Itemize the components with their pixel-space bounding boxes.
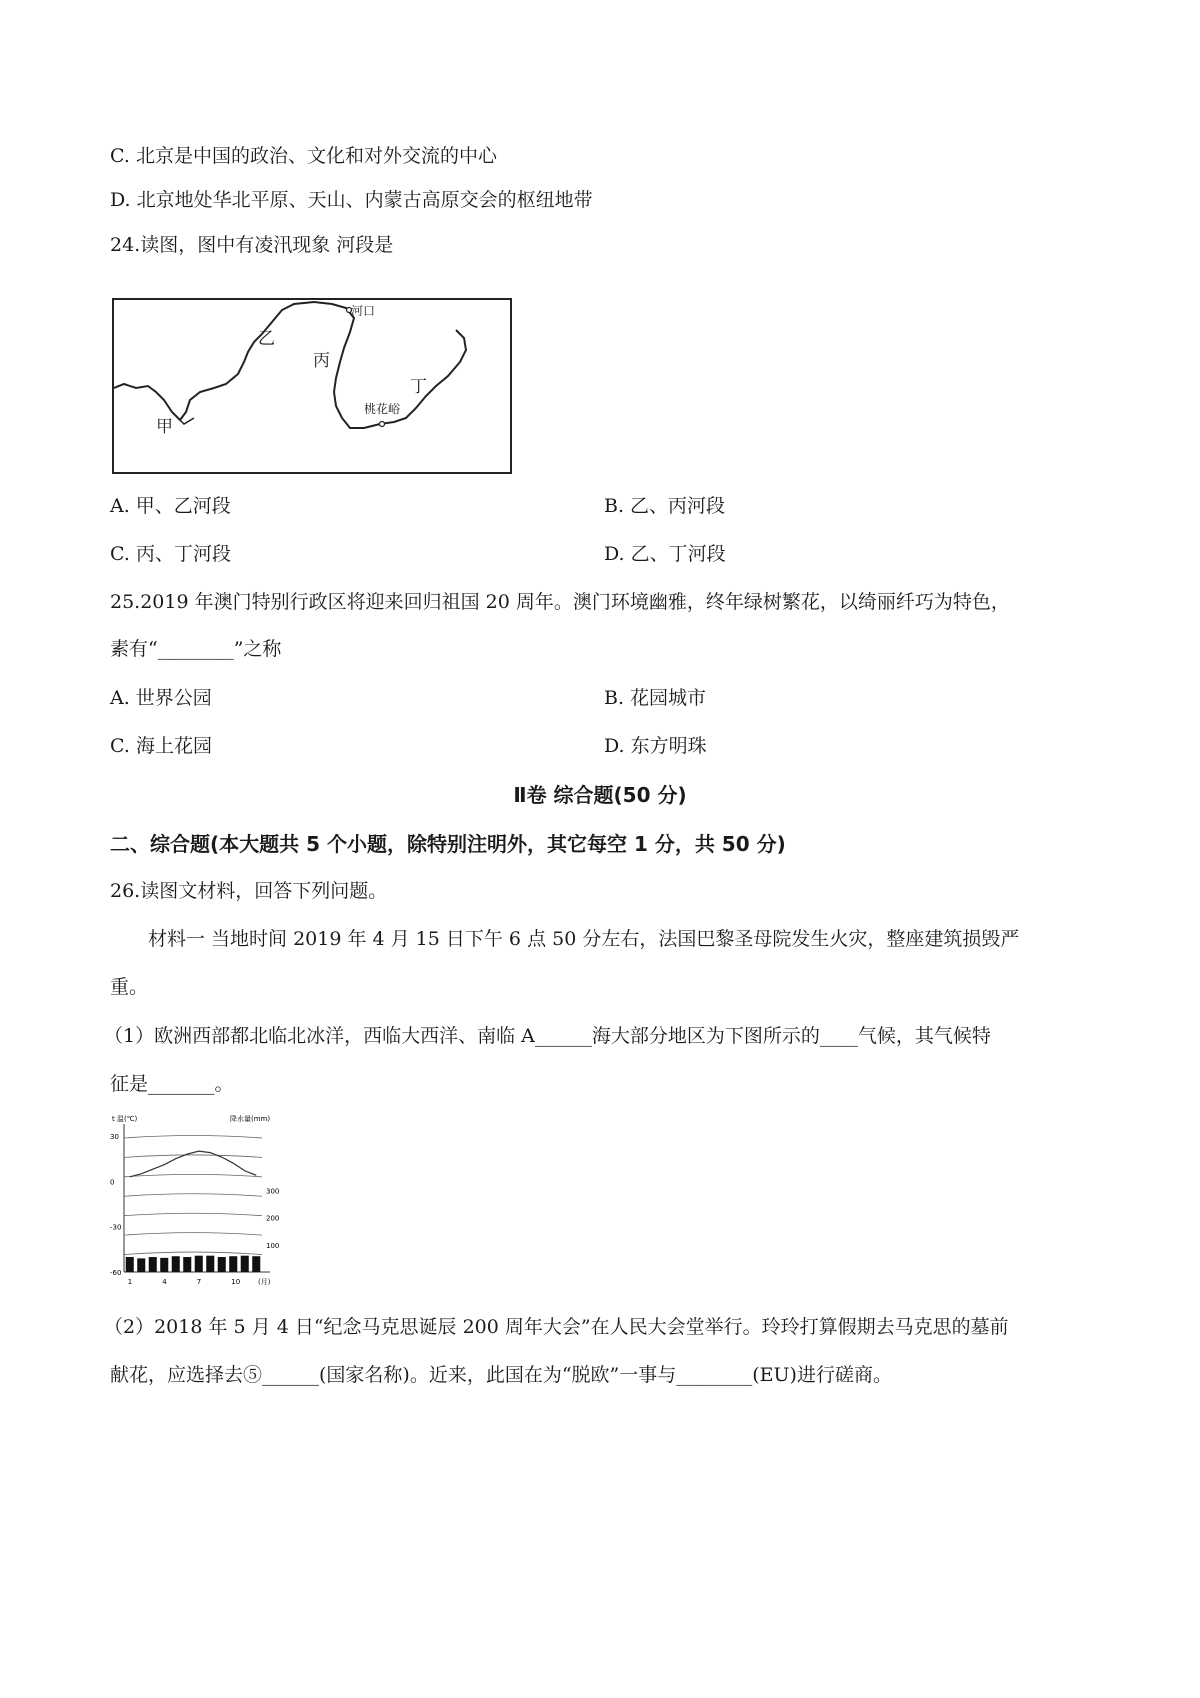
q24-stem: 24.读图，图中有凌汛现象 河段是 [110,234,394,256]
q26-sub1-line2: 征是_______。 [110,1073,234,1095]
chart-ylabel-right: 降水量(mm) [230,1115,271,1123]
chart-ytick-right: 200 [266,1214,280,1223]
q26-material1-line2: 重。 [110,976,149,998]
chart-gridline [124,1233,262,1236]
q24-option-a: A. 甲、乙河段 [110,495,231,517]
yellow-river-map [112,298,512,474]
chart-gridline [124,1252,262,1255]
chart-xtick: 1 [127,1278,133,1286]
precipitation-bar [149,1257,157,1272]
section-heading: 二、综合题(本大题共 5 个小题，除特别注明外，其它每空 1 分，共 50 分) [110,832,786,856]
q25-stem-line1: 25.2019 年澳门特别行政区将迎来回归祖国 20 周年。澳门环境幽雅，终年绿树繁花，以绮丽纤巧为特色， [110,591,1010,613]
q23-option-c: C. 北京是中国的政治、文化和对外交流的中心 [110,145,497,167]
chart-xtick: 10 [231,1278,241,1286]
chart-ytick-left: -30 [110,1223,122,1232]
map-label-bing: 丙 [313,351,330,371]
river-map-drawing [114,300,510,472]
chart-xlabel: (月) [258,1278,271,1286]
q26-material1-line1: 材料一 当地时间 2019 年 4 月 15 日下午 6 点 50 分左右，法国巴黎圣母院发生火灾，整座建筑损毁严 [148,928,1020,950]
chart-ytick-right: 300 [266,1187,280,1196]
q24-option-c: C. 丙、丁河段 [110,543,231,565]
chart-ytick-right: 100 [266,1241,280,1250]
chart-gridline [124,1136,262,1139]
map-label-yi: 乙 [258,329,275,349]
precipitation-bar [160,1258,168,1272]
map-label-jia: 甲 [156,417,173,437]
chart-ytick-left: 30 [110,1133,119,1141]
chart-xtick: 7 [196,1278,202,1286]
q26-sub2-line2: 献花，应选择去⑤______(国家名称)。近来，此国在为“脱欧”一事与________(EU)进行磋商。 [110,1364,892,1386]
q25-option-c: C. 海上花园 [110,735,212,757]
precipitation-bar [206,1256,214,1272]
climate-chart [110,1114,286,1290]
chart-gridline [124,1155,262,1158]
map-label-taohuayu: 桃花峪 [364,402,401,416]
precipitation-bar [218,1257,226,1272]
q25-option-a: A. 世界公园 [110,687,212,709]
precipitation-bar [137,1258,145,1272]
precipitation-bar [195,1256,203,1272]
precipitation-bar [252,1256,260,1272]
chart-ytick-left: -60 [110,1269,122,1277]
precipitation-bar [183,1257,191,1272]
q25-option-d: D. 东方明珠 [604,735,707,757]
q26-sub1-line1: （1）欧洲西部都北临北冰洋，西临大西洋、南临 A______海大部分地区为下图所示的____气候，其气候特 [104,1025,991,1047]
map-label-ding: 丁 [410,377,427,397]
chart-ylabel-left: t 温(℃) [112,1115,138,1123]
q25-stem-line2: 素有“________”之称 [110,638,282,660]
chart-gridline [124,1194,262,1197]
q25-option-b: B. 花园城市 [604,687,707,709]
chart-gridline [124,1174,262,1177]
q26-stem: 26.读图文材料，回答下列问题。 [110,880,388,902]
q24-option-d: D. 乙、丁河段 [604,543,726,565]
q24-option-b: B. 乙、丙河段 [604,495,726,517]
precipitation-bar [126,1257,134,1272]
q23-option-d: D. 北京地处华北平原、天山、内蒙古高原交会的枢纽地带 [110,189,593,211]
chart-gridline [124,1213,262,1216]
precipitation-bar [229,1256,237,1272]
chart-xtick: 4 [162,1278,167,1286]
precipitation-bar [241,1256,249,1272]
chart-ytick-left: 0 [110,1178,115,1187]
map-label-hekou: 河口 [351,304,376,318]
part2-title: Ⅱ卷 综合题(50 分) [513,783,687,807]
precipitation-bar [172,1256,180,1272]
q26-sub2-line1: （2）2018 年 5 月 4 日“纪念马克思诞辰 200 周年大会”在人民大会堂举行。玲玲打算假期去马克思的墓前 [104,1316,1009,1338]
